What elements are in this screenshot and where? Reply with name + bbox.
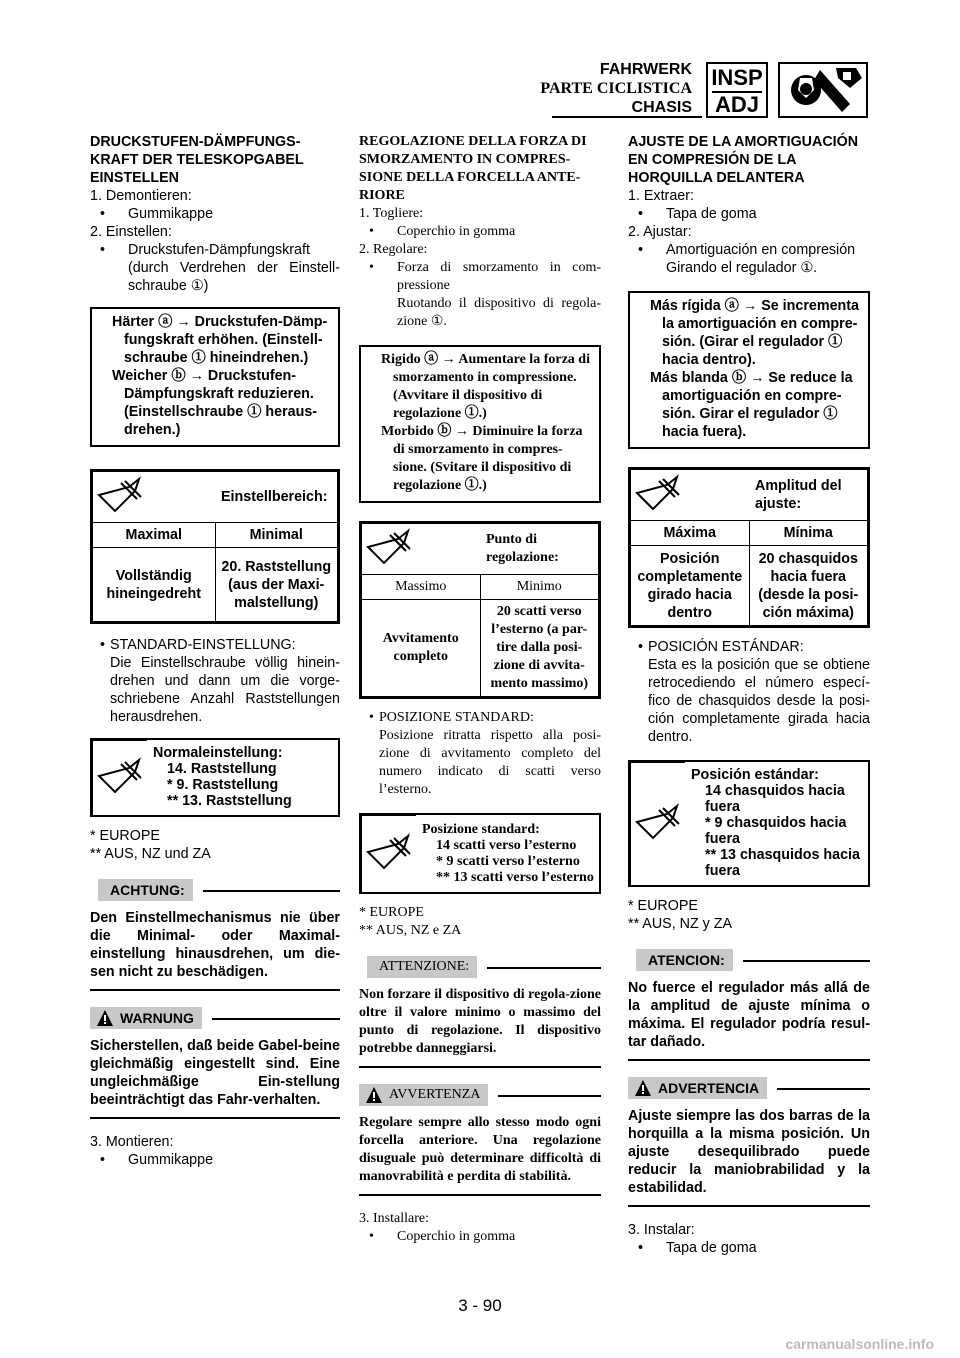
note-aus: ** AUS, NZ e ZA [359,922,462,938]
warning-icon [365,1086,383,1104]
warning-badge [359,1084,488,1106]
normal-3: ** 13 chasquidos hacia fuera [705,846,860,879]
step-1: 1. Extraer: [628,188,694,204]
normal-2: * 9 chasquidos hacia fuera [705,814,847,847]
step-2-item: • Druckstufen-Dämpfungskraft [90,241,340,259]
normal-3: ** 13 scatti verso l’esterno [436,869,594,885]
step-2-item: • Amortiguación en compresión [628,241,870,259]
range-label: Amplitud del ajuste: [749,470,868,521]
caution-badge: ACHTUNG: [98,879,193,901]
harder-text: Más rígida ⓐ → Se incrementa la amortiguación en compre-sión. (Girar el regulador ① hacia dentro). [650,298,859,368]
note-europe: * EUROPE [90,827,160,844]
badge-top: INSP [711,65,763,90]
standard-setting-box [359,813,601,894]
min-label: Mínima [749,521,868,546]
header-titles [540,60,692,117]
harder-text: Rigido ⓐ → Aumentare la forza di smorzamento in compressione. (Avvitare il dispositivo di regolazione ①.) [381,352,590,421]
normal-1: 14 scatti verso l’esterno [436,837,577,853]
note-aus: ** AUS, NZ und ZA [90,845,211,862]
warning-badge [628,1077,767,1099]
adjust-range-table [628,467,870,628]
column-german [90,133,340,1169]
insp-adj-badge [706,62,768,118]
warning-icon [96,1009,114,1027]
min-value: 20 scatti verso l’esterno (a par-tire dalla posi-zione di avvita-mento massimo) [480,600,599,697]
max-label: Massimo [362,575,481,600]
step-2-item: • Forza di smorzamento in com-pressione [359,259,601,295]
range-label: Einstellbereich: [215,472,338,523]
step-2-note: (durch Verdrehen der Einstell-schraube ①) [128,260,340,294]
min-label: Minimal [215,523,338,548]
header-title-it: PARTE CICLISTICA [540,80,692,97]
standard-title: • POSIZIONE STANDARD: [359,709,601,727]
pen-icon [631,763,686,885]
adjust-direction-box [359,345,601,503]
softer-text: Más blanda ⓑ → Se reduce la amortiguación en compre-sión. Girar el regulador ① hacia fuera). [650,370,853,440]
warning-text: Ajuste siempre las dos barras de la horquilla a la misma posición. Un ajuste desequilibrado puede reducir la maniobrabilidad y la estabilidad. [628,1107,870,1207]
max-value: Avvitamento completo [362,600,481,697]
max-value: Posición completamente girado hacia dentro [631,546,750,626]
step-3-item: • Coperchio in gomma [359,1228,601,1246]
watermark: carmanualsonline.info [785,1336,934,1352]
step-2-note: Ruotando il dispositivo di regola-zione ①. [397,296,601,329]
normal-2: * 9. Raststellung [167,776,279,793]
max-label: Maximal [93,523,216,548]
badge-bottom: ADJ [714,92,759,117]
step-1: 1. Togliere: [359,206,424,221]
note-aus: ** AUS, NZ y ZA [628,915,733,932]
caution-badge: ATENCION: [636,949,733,971]
section-heading: REGOLAZIONE DELLA FORZA DI SMORZAMENTO IN COMPRES-SIONE DELLA FORCELLA ANTE-RIORE [359,134,587,203]
harder-text: Härter ⓐ → Druckstufen-Dämp-fungskraft erhöhen. (Einstell-schraube ① hineindrehen.) [112,314,328,366]
standard-setting-box [628,760,870,887]
adjust-range-table [359,521,601,699]
normal-label: Posición estándar: [691,766,819,783]
warning-text: Sicherstellen, daß beide Gabel-beine gleichmäßig eingestellt sind. Eine ungleichmäßige Ein-stellung beeinträchtigt das Fahr-verhalten. [90,1037,340,1119]
adjust-range-table [90,469,340,624]
standard-text: Posizione ritratta rispetto alla posi-zione di avvitamento completo del numero indicato di scatti verso l’esterno. [379,728,601,797]
normal-label: Normaleinstellung: [153,744,283,761]
softer-text: Weicher ⓑ → Druckstufen-Dämpfungskraft reduzieren. (Einstellschraube ① heraus-drehen.) [112,368,318,438]
normal-3: ** 13. Raststellung [167,792,292,809]
standard-text: Die Einstellschraube völlig hinein-drehen und dann um die vorge-schriebene Anzahl Raststellungen herausdrehen. [110,655,340,725]
range-label: Punto di regolazione: [480,524,599,575]
step-2: 2. Regolare: [359,242,428,257]
column-italian [359,133,601,1246]
warning-header [90,1007,340,1029]
wrench-icon [778,62,868,118]
section-heading: DRUCKSTUFEN-DÄMPFUNGS-KRAFT DER TELESKOPGABEL EINSTELLEN [90,134,304,186]
standard-title: • STANDARD-EINSTELLUNG: [90,636,340,654]
adjust-direction-box [628,291,870,449]
caution-header [90,879,340,901]
step-3: 3. Installare: [359,1210,429,1226]
caution-badge: ATTENZIONE: [367,956,477,978]
warning-label: AVVERTENZA [389,1086,481,1102]
min-value: 20. Raststellung (aus der Maxi-malstellung) [215,548,338,622]
max-label: Máxima [631,521,750,546]
step-2-note: Girando el regulador ①. [666,260,818,276]
step-1-item: • Coperchio in gomma [359,223,601,241]
step-2: 2. Ajustar: [628,224,692,240]
pen-icon [631,470,750,521]
header-title-es: CHASIS [631,99,692,116]
max-value: Vollständig hineingedreht [93,548,216,622]
warning-icon [634,1079,652,1097]
step-3-item: • Tapa de goma [628,1239,870,1257]
step-3-item: • Gummikappe [90,1151,340,1169]
normal-2: * 9 scatti verso l’esterno [436,853,580,869]
step-1: 1. Demontieren: [90,188,192,204]
pen-icon [362,816,417,892]
page-header [88,58,868,122]
warning-label: WARNUNG [120,1009,194,1026]
standard-text: Esta es la posición que se obtiene retrocediendo el número especí-fico de chasquidos desde la posi-ción completamente girada hacia dentro. [648,657,870,745]
min-value: 20 chasquidos hacia fuera (desde la posi-ción máxima) [749,546,868,626]
normal-label: Posizione standard: [422,821,540,837]
section-heading: AJUSTE DE LA AMORTIGUACIÓN EN COMPRESIÓN DE LA HORQUILLA DELANTERA [628,134,859,186]
step-1-item: • Tapa de goma [628,205,870,223]
caution-text: Non forzare il dispositivo di regola-zione oltre il valore minimo o massimo del punto di regolazione. Il dispositivo potrebbe danneggiarsi. [359,986,601,1068]
caution-text: No fuerce el regulador más allá de la amplitud de ajuste mínima o máxima. El regulador podría resul-tar dañado. [628,979,870,1061]
step-2: 2. Einstellen: [90,224,172,240]
warning-label: ADVERTENCIA [658,1079,760,1096]
adjust-direction-box [90,307,340,447]
step-3: 3. Montieren: [90,1133,174,1150]
step-1-item: • Gummikappe [90,205,340,223]
pen-icon [93,741,148,815]
softer-text: Morbido ⓑ → Diminuire la forza di smorzamento in compres-sione. (Svitare il dispositivo di regolazione ①.) [381,424,583,493]
pen-icon [362,524,481,575]
caution-text: Den Einstellmechanismus nie über die Minimal- oder Maximal-einstellung hinausdrehen, um die-sen nicht zu beschädigen. [90,909,340,991]
warning-header [628,1077,870,1099]
caution-header [628,949,870,971]
header-rule [552,116,702,118]
pen-icon [93,472,216,523]
standard-setting-box [90,738,340,817]
normal-1: 14 chasquidos hacia fuera [705,782,845,815]
standard-title: • POSICIÓN ESTÁNDAR: [628,638,870,656]
warning-badge [90,1007,202,1029]
caution-header [359,956,601,978]
note-europe: * EUROPE [359,904,424,920]
step-3: 3. Instalar: [628,1221,695,1238]
column-spanish [628,133,870,1257]
normal-1: 14. Raststellung [167,760,277,777]
note-europe: * EUROPE [628,897,698,914]
warning-text: Regolare sempre allo stesso modo ogni forcella anteriore. Una regolazione disuguale può determinare difficoltà di manovrabilità e perdita di stabilità. [359,1114,601,1196]
page-number: 3 - 90 [458,1296,502,1315]
header-title-de: FAHRWERK [599,61,692,78]
warning-header [359,1084,601,1106]
min-label: Minimo [480,575,599,600]
